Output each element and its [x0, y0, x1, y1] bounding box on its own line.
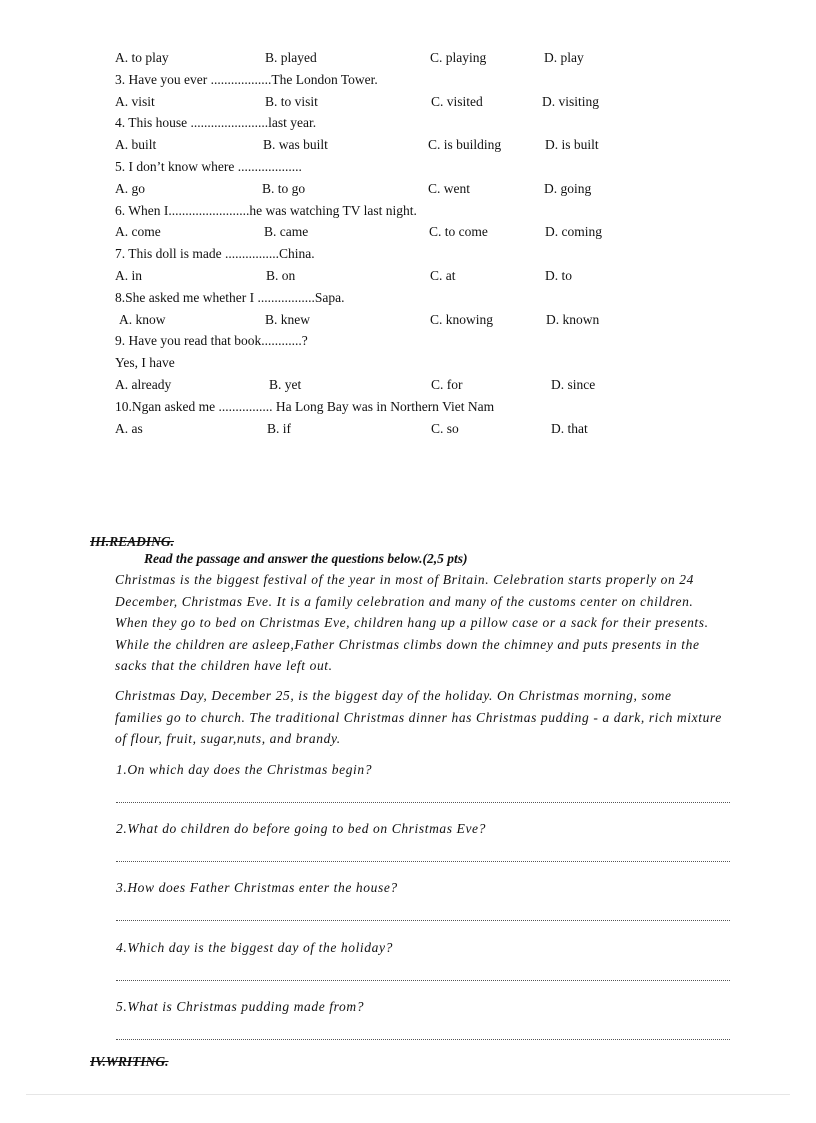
- option-d: D. play: [544, 50, 584, 65]
- option-b: B. was built: [263, 137, 328, 152]
- option-a: A. come: [115, 224, 161, 239]
- option-c: C. to come: [429, 224, 488, 239]
- passage-paragraph-1: [115, 569, 709, 677]
- option-d: D. going: [544, 181, 592, 196]
- option-a: A. built: [115, 137, 157, 152]
- writing-heading: IV.WRITING.: [90, 1054, 169, 1069]
- option-a: A. as: [115, 421, 143, 436]
- reading-question-1: 1.On which day does the Christmas begin?: [116, 762, 373, 777]
- option-b: B. knew: [265, 312, 310, 327]
- option-c: C. visited: [431, 94, 483, 109]
- passage-line: sacks that the children have left out.: [115, 658, 333, 673]
- option-c: C. at: [430, 268, 456, 283]
- passage-line: When they go to bed on Christmas Eve, children hang up a pillow case or a sack for their presents.: [115, 615, 709, 630]
- option-c: C. is building: [428, 137, 502, 152]
- option-c: C. playing: [430, 50, 487, 65]
- question-stem: 8.She asked me whether I .................Sapa.: [115, 290, 345, 305]
- option-d: D. known: [546, 312, 600, 327]
- option-d: D. since: [551, 377, 596, 392]
- reading-heading: III.READING.: [90, 534, 175, 549]
- option-a: A. go: [115, 181, 145, 196]
- option-a: A. to play: [115, 50, 169, 65]
- passage-line: December, Christmas Eve. It is a family celebration and many of the customs center on children.: [115, 593, 694, 609]
- option-b: B. on: [266, 268, 296, 283]
- option-b: B. yet: [269, 377, 302, 392]
- option-d: D. that: [551, 421, 588, 436]
- question-stem: 5. I don’t know where ...................: [115, 159, 302, 174]
- option-a: A. know: [119, 312, 166, 327]
- passage-line: Christmas Day, December 25, is the biggest day of the holiday. On Christmas morning, some: [115, 688, 672, 703]
- option-d: D. is built: [545, 137, 599, 152]
- question-stem: 4. This house .......................last year.: [115, 115, 317, 130]
- option-b: B. came: [264, 224, 309, 239]
- option-a: A. visit: [115, 94, 155, 109]
- page-bottom-rule: [26, 1094, 790, 1095]
- answer-line-2[interactable]: [116, 861, 730, 862]
- question-answer: Yes, I have: [115, 355, 175, 370]
- passage-line: While the children are asleep,Father Christmas climbs down the chimney and puts presents in the: [115, 636, 700, 652]
- passage-line: Christmas is the biggest festival of the year in most of Britain. Celebration starts properly on 24: [115, 572, 695, 587]
- option-c: C. went: [428, 181, 470, 196]
- option-c: C. knowing: [430, 312, 494, 327]
- answer-line-1[interactable]: [116, 802, 730, 803]
- question-stem: 7. This doll is made ................China.: [115, 246, 315, 261]
- option-d: D. coming: [545, 224, 602, 239]
- option-c: C. so: [431, 421, 459, 436]
- option-b: B. if: [267, 421, 292, 436]
- reading-question-5: 5.What is Christmas pudding made from?: [116, 999, 365, 1014]
- option-d: D. visiting: [542, 94, 600, 109]
- reading-instruction: Read the passage and answer the questions below.(2,5 pts): [144, 551, 468, 566]
- option-b: B. to go: [262, 181, 306, 196]
- option-d: D. to: [545, 268, 572, 283]
- reading-question-3: 3.How does Father Christmas enter the house?: [116, 880, 398, 895]
- question-stem: 6. When I........................he was watching TV last night.: [115, 203, 417, 218]
- option-b: B. played: [265, 50, 317, 65]
- question-stem: 10.Ngan asked me ................ Ha Long Bay was in Northern Viet Nam: [115, 399, 495, 414]
- answer-line-5[interactable]: [116, 1039, 730, 1040]
- question-stem: 3. Have you ever ..................The London Tower.: [115, 72, 378, 87]
- passage-line: families go to church. The traditional Christmas dinner has Christmas pudding - a dark, rich mixture: [115, 709, 722, 725]
- reading-question-4: 4.Which day is the biggest day of the holiday?: [116, 940, 393, 955]
- option-c: C. for: [431, 377, 463, 392]
- question-stem: 9. Have you read that book............?: [115, 333, 308, 348]
- answer-line-4[interactable]: [116, 980, 730, 981]
- option-a: A. already: [115, 377, 172, 392]
- answer-line-3[interactable]: [116, 920, 730, 921]
- option-b: B. to visit: [265, 94, 318, 109]
- passage-line: of flour, fruit, sugar,nuts, and brandy.: [115, 731, 341, 746]
- reading-question-2: 2.What do children do before going to bed on Christmas Eve?: [116, 821, 486, 836]
- passage-paragraph-2: [115, 685, 722, 750]
- option-a: A. in: [115, 268, 142, 283]
